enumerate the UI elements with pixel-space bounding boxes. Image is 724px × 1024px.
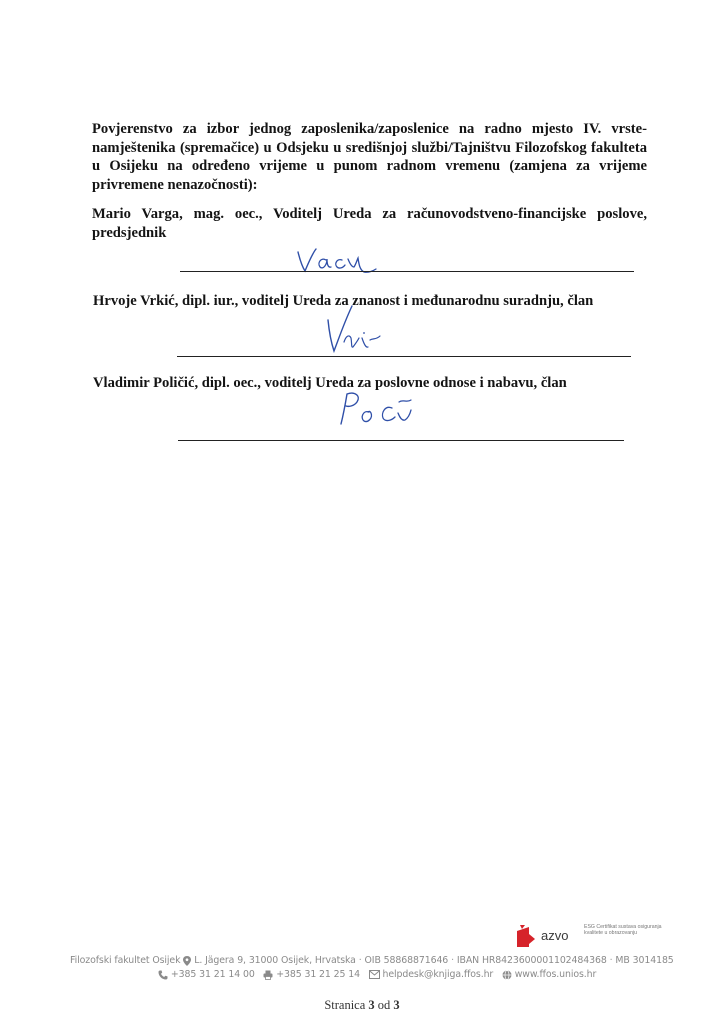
signature-line-3 bbox=[178, 440, 624, 441]
footer-line-1: Filozofski fakultet Osijek L. Jägera 9, 31000 Osijek, Hrvatska · OIB 58868871646 · IBAN HR8423600001102484368 · MB 3014185 bbox=[70, 955, 674, 966]
footer-web: www.ffos.unios.hr bbox=[514, 969, 597, 980]
member-2: Hrvoje Vrkić, dipl. iur., voditelj Ureda za znanost i međunarodnu suradnju, član bbox=[93, 293, 594, 309]
mail-icon bbox=[369, 970, 380, 979]
page-number-current: 3 bbox=[368, 998, 375, 1012]
signature-line-2 bbox=[177, 356, 631, 357]
phone-icon bbox=[158, 970, 168, 980]
footer-mb: MB 3014185 bbox=[615, 955, 674, 966]
page-number-middle: od bbox=[377, 998, 391, 1012]
member-1: Mario Varga, mag. oec., Voditelj Ureda za računovodstveno-financijske poslove, predsjednik bbox=[92, 206, 647, 241]
azvo-description: ESG Certifikat sustava osiguranja kvalitete u obrazovanju bbox=[584, 924, 662, 936]
azvo-logo-icon bbox=[514, 925, 536, 949]
footer-fax: +385 31 21 25 14 bbox=[276, 969, 361, 980]
signature-line-1 bbox=[180, 271, 634, 272]
footer-iban: IBAN HR8423600001102484368 bbox=[456, 955, 607, 966]
page-number-prefix: Stranica bbox=[324, 998, 366, 1012]
fax-printer-icon bbox=[263, 970, 273, 980]
footer-address: L. Jägera 9, 31000 Osijek, Hrvatska bbox=[194, 955, 356, 966]
signature-2 bbox=[318, 298, 388, 358]
location-pin-icon bbox=[183, 956, 191, 966]
azvo-name: azvo bbox=[541, 928, 569, 943]
footer-email: helpdesk@knjiga.ffos.hr bbox=[382, 969, 494, 980]
footer-oib: OIB 58868871646 bbox=[364, 955, 449, 966]
footer-line-2 bbox=[158, 969, 597, 980]
page-number-total: 3 bbox=[393, 998, 400, 1012]
footer-phone: +385 31 21 14 00 bbox=[170, 969, 255, 980]
azvo-certificate bbox=[514, 922, 674, 956]
footer-institution: Filozofski fakultet Osijek bbox=[70, 955, 181, 966]
member-3: Vladimir Poličić, dipl. oec., voditelj Ureda za poslovne odnose i nabavu, član bbox=[93, 375, 567, 391]
signature-3 bbox=[335, 388, 425, 428]
committee-intro: Povjerenstvo za izbor jednog zaposlenika/zaposlenice na radno mjesto IV. vrste- namještenika (spremačice) u Odsjeku u središnjoj službi/Tajništvu Filozofskog fakulteta u Osijeku na određeno vrijeme u punom radnom vremenu (zamjena za vrijeme privremene nenazočnosti): bbox=[92, 121, 647, 193]
globe-icon bbox=[502, 970, 512, 980]
page-number bbox=[0, 998, 724, 1013]
